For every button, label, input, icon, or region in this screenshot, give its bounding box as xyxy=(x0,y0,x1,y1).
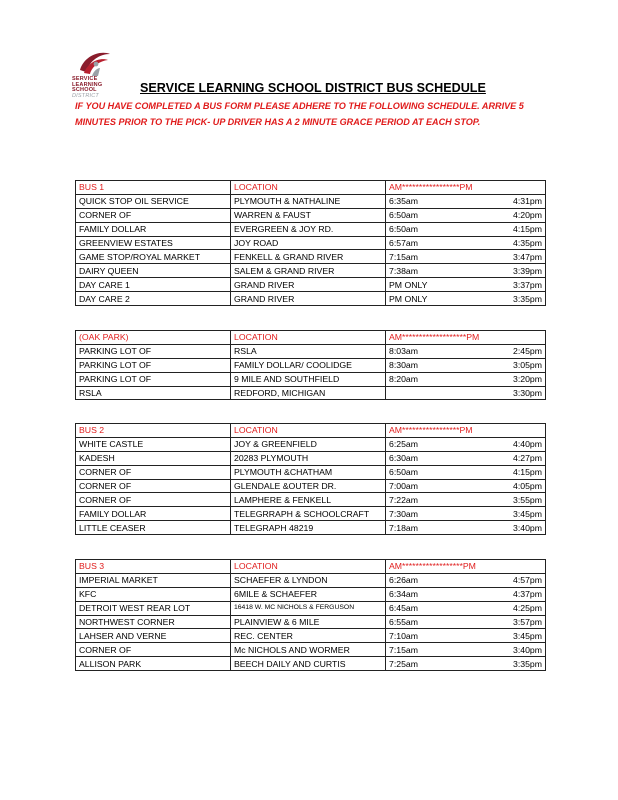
time-cell xyxy=(386,451,546,465)
stop-name-cell: CORNER OF xyxy=(76,208,231,222)
location-cell: PLYMOUTH &CHATHAM xyxy=(231,465,386,479)
pm-time: 3:35pm xyxy=(513,293,542,304)
stop-name-cell: FAMILY DOLLAR xyxy=(76,507,231,521)
time-cell xyxy=(386,208,546,222)
pm-time: 3:05pm xyxy=(513,360,542,371)
table-row xyxy=(76,372,546,386)
location-cell: EVERGREEN & JOY RD. xyxy=(231,222,386,236)
location-cell: JOY & GREENFIELD xyxy=(231,437,386,451)
table-row xyxy=(76,292,546,306)
page-title: SERVICE LEARNING SCHOOL DISTRICT BUS SCHEDULE xyxy=(140,81,486,95)
stop-name-cell: GREENVIEW ESTATES xyxy=(76,236,231,250)
table-row xyxy=(76,194,546,208)
notice-line: IF YOU HAVE COMPLETED A BUS FORM PLEASE ADHERE TO THE FOLLOWING SCHEDULE. ARRIVE 5 xyxy=(75,101,524,111)
time-pair xyxy=(389,480,542,492)
time-cell xyxy=(386,507,546,521)
location-cell: RSLA xyxy=(231,344,386,358)
am-time: 6:34am xyxy=(389,589,418,600)
pm-time: 4:27pm xyxy=(513,453,542,464)
location-header: LOCATION xyxy=(231,560,386,574)
stop-name-cell: PARKING LOT OF xyxy=(76,372,231,386)
am-time: 8:03am xyxy=(389,346,418,357)
pm-time: 2:45pm xyxy=(513,346,542,357)
pm-time: 3:45pm xyxy=(513,508,542,519)
time-cell xyxy=(386,236,546,250)
location-cell: PLYMOUTH & NATHALINE xyxy=(231,194,386,208)
pm-time: 3:45pm xyxy=(513,630,542,641)
table-row xyxy=(76,358,546,372)
time-cell xyxy=(386,250,546,264)
time-pair xyxy=(389,630,542,642)
time-pair xyxy=(389,223,542,235)
am-time: PM ONLY xyxy=(389,293,428,304)
pm-time: 3:40pm xyxy=(513,522,542,533)
table-row xyxy=(76,601,546,615)
stop-name-cell: CORNER OF xyxy=(76,643,231,657)
time-pair xyxy=(389,438,542,450)
am-time: 6:57am xyxy=(389,238,418,248)
location-cell: REC. CENTER xyxy=(231,629,386,643)
logo-line: SERVICE xyxy=(72,76,98,82)
location-cell: SALEM & GRAND RIVER xyxy=(231,264,386,278)
time-pair xyxy=(389,466,542,478)
location-cell: 6MILE & SCHAEFER xyxy=(231,587,386,601)
time-pair xyxy=(389,522,542,534)
pm-time: 4:37pm xyxy=(513,589,542,600)
time-pair xyxy=(389,387,542,399)
table-row xyxy=(76,222,546,236)
route-header: BUS 2 xyxy=(76,424,231,438)
table-row xyxy=(76,250,546,264)
table-row xyxy=(76,264,546,278)
time-cell xyxy=(386,372,546,386)
stop-name-cell: WHITE CASTLE xyxy=(76,437,231,451)
time-pair xyxy=(389,452,542,464)
logo-wordmark xyxy=(72,77,102,99)
schedule-table-bus-3 xyxy=(75,559,546,671)
stop-name-cell: CORNER OF xyxy=(76,465,231,479)
stop-name-cell: NORTHWEST CORNER xyxy=(76,615,231,629)
time-cell xyxy=(386,358,546,372)
time-cell xyxy=(386,479,546,493)
time-cell xyxy=(386,292,546,306)
am-time: 8:20am xyxy=(389,374,418,385)
location-cell: 20283 PLYMOUTH xyxy=(231,451,386,465)
table-row xyxy=(76,521,546,535)
route-header: BUS 3 xyxy=(76,560,231,574)
time-cell xyxy=(386,465,546,479)
time-pair xyxy=(389,644,542,656)
pm-time: 3:57pm xyxy=(513,617,542,627)
time-pair xyxy=(389,279,542,291)
pm-time: 4:15pm xyxy=(513,467,542,478)
location-cell: GRAND RIVER xyxy=(231,278,386,292)
time-cell xyxy=(386,386,546,400)
time-pair xyxy=(389,359,542,371)
table-row xyxy=(76,573,546,587)
location-header: LOCATION xyxy=(231,331,386,345)
am-time: 7:15am xyxy=(389,251,418,262)
location-cell: PLAINVIEW & 6 MILE xyxy=(231,615,386,629)
table-row xyxy=(76,236,546,250)
time-cell xyxy=(386,222,546,236)
am-time: 8:30am xyxy=(389,360,418,371)
pm-time: 4:15pm xyxy=(513,224,542,235)
location-cell: Mc NICHOLS AND WORMER xyxy=(231,643,386,657)
table-row xyxy=(76,507,546,521)
time-pair xyxy=(389,373,542,385)
time-pair xyxy=(389,237,542,249)
location-cell: LAMPHERE & FENKELL xyxy=(231,493,386,507)
stop-name-cell: DETROIT WEST REAR LOT xyxy=(76,601,231,615)
time-cell xyxy=(386,615,546,629)
pm-time: 3:55pm xyxy=(513,494,542,505)
time-cell xyxy=(386,629,546,643)
am-time: 6:45am xyxy=(389,603,418,614)
time-pair xyxy=(389,588,542,600)
location-cell: GRAND RIVER xyxy=(231,292,386,306)
pm-time: 4:40pm xyxy=(513,439,542,450)
table-row xyxy=(76,437,546,451)
time-pair xyxy=(389,251,542,263)
stop-name-cell: KADESH xyxy=(76,451,231,465)
logo-figure-icon xyxy=(70,48,130,78)
am-time: 7:18am xyxy=(389,522,418,533)
table-header-row xyxy=(76,181,546,195)
stop-name-cell: DAIRY QUEEN xyxy=(76,264,231,278)
table-row xyxy=(76,615,546,629)
stop-name-cell: QUICK STOP OIL SERVICE xyxy=(76,194,231,208)
schedule-table-oak-park xyxy=(75,330,546,400)
stop-name-cell: CORNER OF xyxy=(76,493,231,507)
pm-time: 3:37pm xyxy=(513,279,542,290)
am-time: 7:25am xyxy=(389,658,418,669)
time-header: AM*****************PM xyxy=(386,181,546,195)
route-header: BUS 1 xyxy=(76,181,231,195)
table-row xyxy=(76,344,546,358)
time-cell xyxy=(386,521,546,535)
table-header-row xyxy=(76,560,546,574)
pm-time: 4:31pm xyxy=(513,196,542,207)
am-time: 7:30am xyxy=(389,508,418,519)
pm-time: 4:35pm xyxy=(513,238,542,248)
location-header: LOCATION xyxy=(231,424,386,438)
table-row xyxy=(76,643,546,657)
location-cell: 16418 W. MC NICHOLS & FERGUSON xyxy=(231,601,386,615)
am-time: 7:15am xyxy=(389,644,418,655)
am-time: 6:26am xyxy=(389,575,418,586)
table-row xyxy=(76,479,546,493)
time-pair xyxy=(389,658,542,670)
schedule-table-bus-2 xyxy=(75,423,546,535)
location-cell: JOY ROAD xyxy=(231,236,386,250)
pm-time: 4:05pm xyxy=(513,481,542,491)
am-time: 7:38am xyxy=(389,265,418,276)
table-row xyxy=(76,451,546,465)
am-time: 7:22am xyxy=(389,494,418,505)
stop-name-cell: FAMILY DOLLAR xyxy=(76,222,231,236)
notice-text xyxy=(75,99,575,130)
table-header-row xyxy=(76,331,546,345)
pm-time: 4:57pm xyxy=(513,575,542,586)
location-cell: TELEGRAPH 48219 xyxy=(231,521,386,535)
time-cell xyxy=(386,437,546,451)
location-cell: FAMILY DOLLAR/ COOLIDGE xyxy=(231,358,386,372)
location-cell: REDFORD, MICHIGAN xyxy=(231,386,386,400)
stop-name-cell: DAY CARE 2 xyxy=(76,292,231,306)
time-pair xyxy=(389,508,542,520)
location-header: LOCATION xyxy=(231,181,386,195)
time-pair xyxy=(389,195,542,207)
location-cell: GLENDALE &OUTER DR. xyxy=(231,479,386,493)
time-pair xyxy=(389,345,542,357)
am-time: 6:30am xyxy=(389,453,418,464)
time-cell xyxy=(386,278,546,292)
time-pair xyxy=(389,265,542,277)
stop-name-cell: KFC xyxy=(76,587,231,601)
time-pair xyxy=(389,209,542,221)
location-cell: BEECH DAILY AND CURTIS xyxy=(231,657,386,671)
time-cell xyxy=(386,587,546,601)
location-cell: WARREN & FAUST xyxy=(231,208,386,222)
time-pair xyxy=(389,494,542,506)
schedule-table-bus-1 xyxy=(75,180,546,306)
am-time: PM ONLY xyxy=(389,279,428,290)
table-header-row xyxy=(76,424,546,438)
stop-name-cell: CORNER OF xyxy=(76,479,231,493)
am-time: 6:35am xyxy=(389,196,418,207)
table-row xyxy=(76,465,546,479)
stop-name-cell: LITTLE CEASER xyxy=(76,521,231,535)
am-time: 6:50am xyxy=(389,467,418,478)
table-row xyxy=(76,657,546,671)
time-pair xyxy=(389,616,542,628)
pm-time: 3:39pm xyxy=(513,265,542,276)
am-time: 6:55am xyxy=(389,617,418,627)
location-cell: TELEGRRAPH & SCHOOLCRAFT xyxy=(231,507,386,521)
am-time: 7:00am xyxy=(389,481,418,491)
am-time: 6:50am xyxy=(389,224,418,235)
notice-line: MINUTES PRIOR TO THE PICK- UP DRIVER HAS A 2 MINUTE GRACE PERIOD AT EACH STOP. xyxy=(75,116,481,127)
logo-line: DISTRICT xyxy=(72,92,99,99)
time-cell xyxy=(386,493,546,507)
time-cell xyxy=(386,264,546,278)
pm-time: 3:20pm xyxy=(513,374,542,385)
logo-line: LEARNING xyxy=(72,81,103,88)
table-row xyxy=(76,208,546,222)
time-header: AM*******************PM xyxy=(386,331,546,345)
time-cell xyxy=(386,643,546,657)
time-pair xyxy=(389,574,542,586)
table-row xyxy=(76,493,546,507)
location-cell: SCHAEFER & LYNDON xyxy=(231,573,386,587)
pm-time: 3:30pm xyxy=(513,388,542,398)
pm-time: 3:40pm xyxy=(513,644,542,655)
pm-time: 3:35pm xyxy=(513,658,542,669)
time-cell xyxy=(386,344,546,358)
time-header: AM*****************PM xyxy=(386,424,546,438)
stop-name-cell: IMPERIAL MARKET xyxy=(76,573,231,587)
time-cell xyxy=(386,657,546,671)
stop-name-cell: ALLISON PARK xyxy=(76,657,231,671)
pm-time: 3:47pm xyxy=(513,251,542,262)
stop-name-cell: PARKING LOT OF xyxy=(76,344,231,358)
route-header: (OAK PARK) xyxy=(76,331,231,345)
table-row xyxy=(76,386,546,400)
stop-name-cell: PARKING LOT OF xyxy=(76,358,231,372)
pm-time: 4:20pm xyxy=(513,210,542,221)
stop-name-cell: DAY CARE 1 xyxy=(76,278,231,292)
table-row xyxy=(76,629,546,643)
table-row xyxy=(76,278,546,292)
am-time: 7:10am xyxy=(389,630,418,641)
time-header: AM******************PM xyxy=(386,560,546,574)
stop-name-cell: RSLA xyxy=(76,386,231,400)
time-cell xyxy=(386,194,546,208)
pm-time: 4:25pm xyxy=(513,603,542,614)
location-cell: 9 MILE AND SOUTHFIELD xyxy=(231,372,386,386)
logo-line: SCHOOL xyxy=(72,87,97,93)
am-time: 6:25am xyxy=(389,439,418,450)
am-time: 6:50am xyxy=(389,210,418,221)
time-cell xyxy=(386,573,546,587)
table-row xyxy=(76,587,546,601)
location-cell: FENKELL & GRAND RIVER xyxy=(231,250,386,264)
stop-name-cell: LAHSER AND VERNE xyxy=(76,629,231,643)
time-pair xyxy=(389,602,542,614)
stop-name-cell: GAME STOP/ROYAL MARKET xyxy=(76,250,231,264)
time-cell xyxy=(386,601,546,615)
time-pair xyxy=(389,293,542,305)
